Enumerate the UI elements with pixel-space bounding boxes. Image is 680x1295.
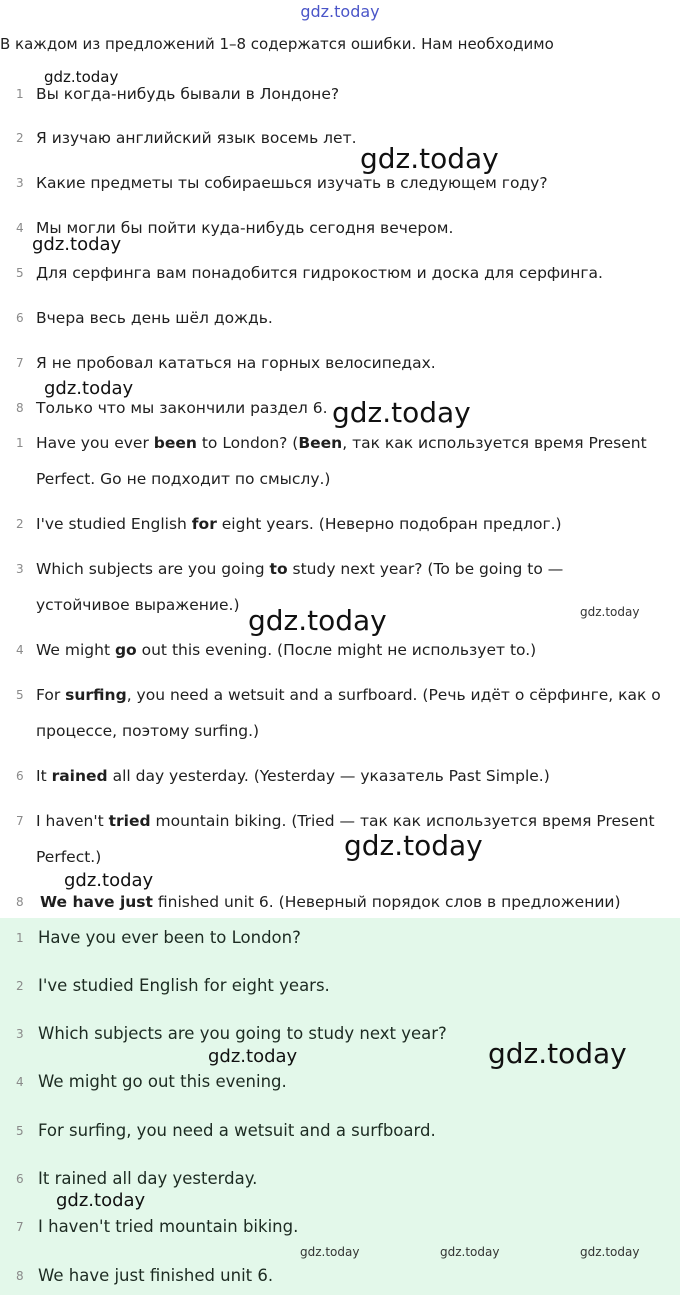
item-text: Какие предметы ты собираешься изучать в следующем году? <box>36 174 548 192</box>
watermark-top: gdz.today <box>300 2 380 21</box>
item-text: Have you ever been to London? (Been, так как используется время Present <box>36 434 647 452</box>
item-text-continued: устойчивое выражение.) <box>36 596 240 614</box>
item-number: 1 <box>16 87 24 101</box>
item-number: 8 <box>16 401 24 415</box>
item-number: 4 <box>16 1075 24 1089</box>
watermark: gdz.today <box>344 829 483 862</box>
item-text: We might go out this evening. <box>38 1072 287 1091</box>
item-number: 1 <box>16 931 24 945</box>
item-number: 7 <box>16 1220 24 1234</box>
item-text: Which subjects are you going to study next year? <box>38 1024 447 1043</box>
item-text: For surfing, you need a wetsuit and a surfboard. <box>38 1121 436 1140</box>
item-number: 5 <box>16 266 24 280</box>
item-number: 8 <box>16 895 24 909</box>
watermark: gdz.today <box>360 142 499 175</box>
item-number: 7 <box>16 814 24 828</box>
item-number: 2 <box>16 517 24 531</box>
item-number: 5 <box>16 688 24 702</box>
watermark: gdz.today <box>64 870 154 891</box>
item-text: It rained all day yesterday. <box>38 1169 258 1188</box>
item-text-continued: процессе, поэтому surfing.) <box>36 722 260 740</box>
item-text-continued: Perfect.) <box>36 848 102 866</box>
item-text: I haven't tried mountain biking. (Tried — так как используется время Present <box>36 812 655 830</box>
item-number: 2 <box>16 979 24 993</box>
item-text: It rained all day yesterday. (Yesterday — указатель Past Simple.) <box>36 767 550 785</box>
item-text-continued: Perfect. Go не подходит по смыслу.) <box>36 470 331 488</box>
item-number: 3 <box>16 1027 24 1041</box>
item-text: Вчера весь день шёл дождь. <box>36 309 273 327</box>
item-text: Я не пробовал кататься на горных велосипедах. <box>36 354 436 372</box>
watermark: gdz.today <box>44 378 134 399</box>
watermark: gdz.today <box>580 1245 640 1259</box>
item-text: For surfing, you need a wetsuit and a surfboard. (Речь идёт о сёрфинге, как о <box>36 686 661 704</box>
watermark: gdz.today <box>44 68 119 86</box>
item-text: I've studied English for eight years. (Неверно подобран предлог.) <box>36 515 562 533</box>
item-text: Вы когда-нибудь бывали в Лондоне? <box>36 85 340 103</box>
item-number: 6 <box>16 311 24 325</box>
item-number: 7 <box>16 356 24 370</box>
intro-text: В каждом из предложений 1–8 содержатся ошибки. Нам необходимо <box>0 35 554 53</box>
item-number: 2 <box>16 131 24 145</box>
item-number: 4 <box>16 221 24 235</box>
watermark: gdz.today <box>300 1245 360 1259</box>
watermark: gdz.today <box>56 1190 146 1211</box>
item-number: 6 <box>16 769 24 783</box>
item-text: We have just finished unit 6. (Неверный порядок слов в предложении) <box>40 893 621 911</box>
item-number: 1 <box>16 436 24 450</box>
item-text: We have just finished unit 6. <box>38 1266 274 1285</box>
item-number: 6 <box>16 1172 24 1186</box>
watermark: gdz.today <box>440 1245 500 1259</box>
item-text: Я изучаю английский язык восемь лет. <box>36 129 357 147</box>
item-text: Мы могли бы пойти куда-нибудь сегодня вечером. <box>36 219 454 237</box>
watermark: gdz.today <box>208 1046 298 1067</box>
answers-panel <box>0 918 680 1295</box>
watermark: gdz.today <box>248 604 387 637</box>
item-text: We might go out this evening. (После might не использует to.) <box>36 641 537 659</box>
item-text: I've studied English for eight years. <box>38 976 330 995</box>
item-text: Have you ever been to London? <box>38 928 301 947</box>
watermark: gdz.today <box>580 605 640 619</box>
item-number: 5 <box>16 1124 24 1138</box>
item-text: Which subjects are you going to study next year? (To be going to — <box>36 560 564 578</box>
item-text: I haven't tried mountain biking. <box>38 1217 299 1236</box>
watermark: gdz.today <box>332 396 471 429</box>
watermark: gdz.today <box>32 234 122 255</box>
watermark: gdz.today <box>488 1037 627 1070</box>
item-number: 8 <box>16 1269 24 1283</box>
item-number: 4 <box>16 643 24 657</box>
item-text: Только что мы закончили раздел 6. <box>36 399 328 417</box>
item-number: 3 <box>16 562 24 576</box>
item-text: Для серфинга вам понадобится гидрокостюм и доска для серфинга. <box>36 264 603 282</box>
item-number: 3 <box>16 176 24 190</box>
